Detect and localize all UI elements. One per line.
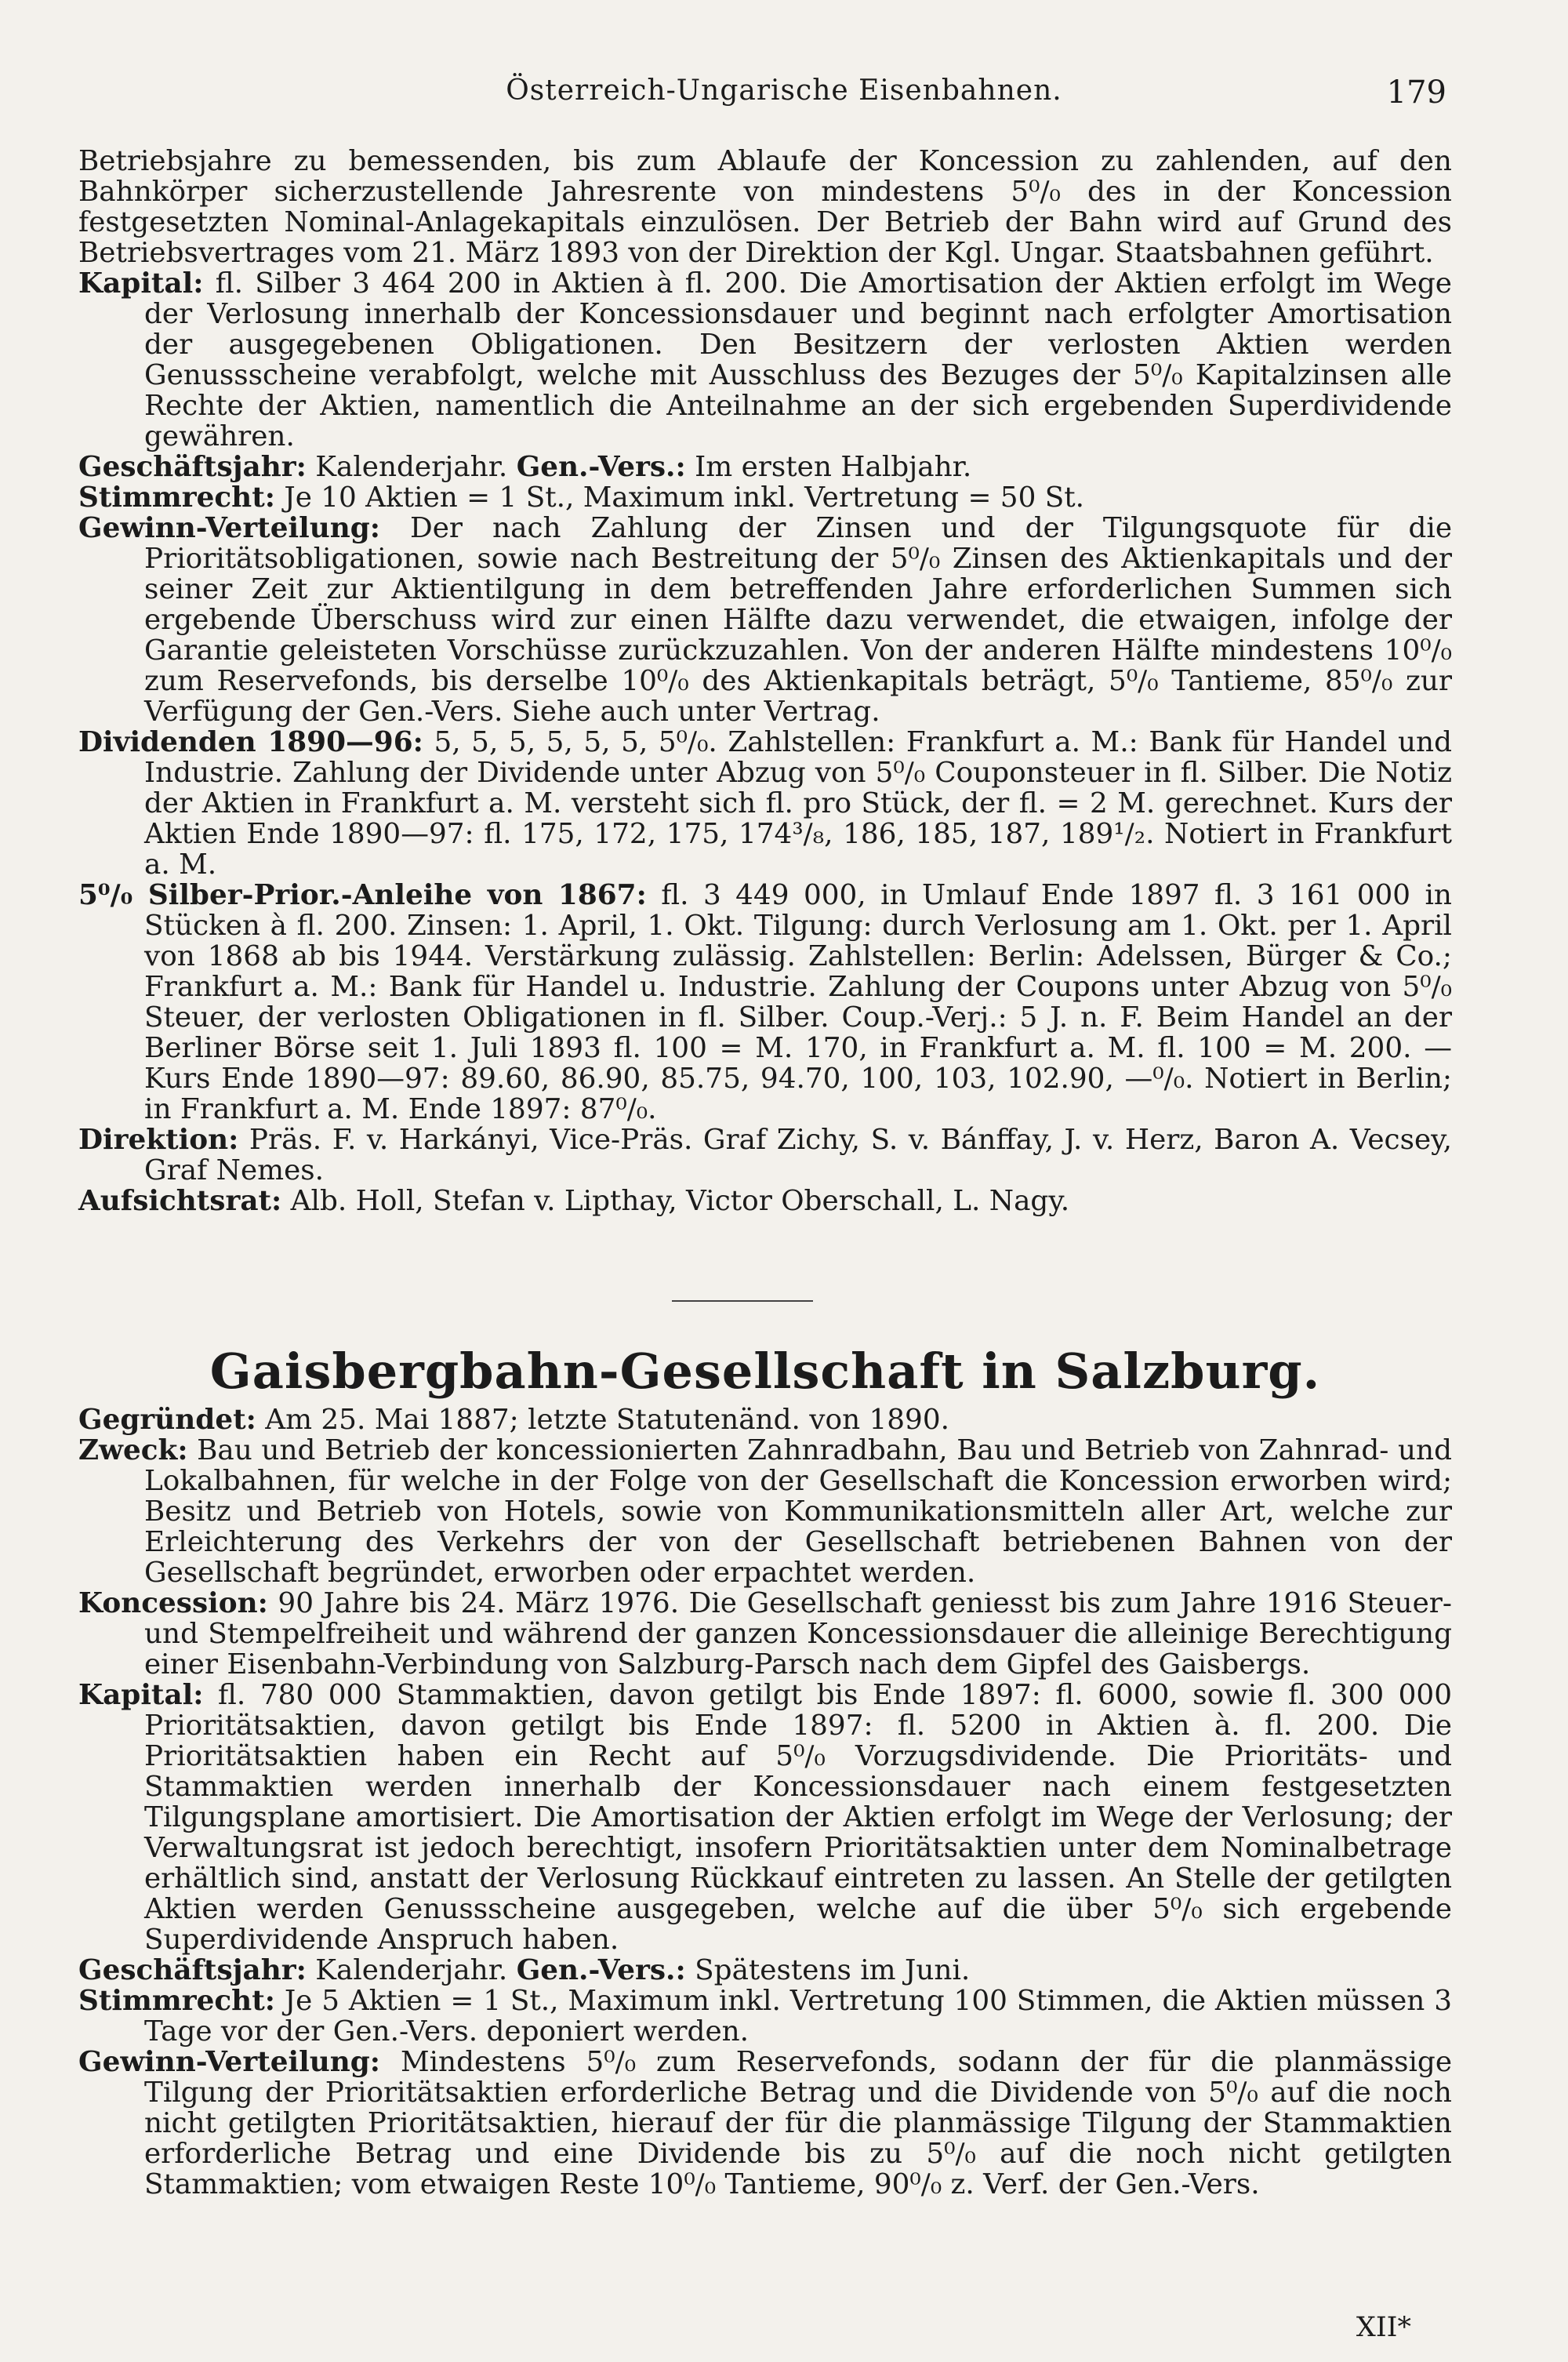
gewinn-verteilung2-text: Mindestens 5⁰/₀ zum Reservefonds, sodann der für die planmässige Tilgung der Prioritätsaktien erforderliche Betrag und die Dividende von 5⁰/₀ auf die noch nicht getilgten Prioritätsaktien, hierauf der für die planmässige Tilgung der Stammaktien erforderliche Betrag und eine Dividende bis zu 5⁰/₀ auf die noch nicht getilgten Stammaktien; vom etwaigen Reste 10⁰/₀ Tantieme, 90⁰/₀ z. Verf. der Gen.-Vers. xyxy=(144,2046,1453,2200)
zweck-text: Bau und Betrieb der koncessionierten Zahnradbahn, Bau und Betrieb von Zahnrad- und Lokalbahnen, für welche in der Folge von der Gesellschaft die Koncession erworben wird; Besitz und Betrieb von Hotels, sowie von Kommunikationsmitteln aller Art, welche zur Erleichterung des Verkehrs der von der Gesellschaft betriebenen Bahnen von der Gesellschaft begründet, erworben oder erpachtet werden. xyxy=(144,1434,1452,1589)
geschaeftsjahr-label: Geschäftsjahr: xyxy=(78,450,307,483)
kapital-text: fl. Silber 3 464 200 in Aktien à fl. 200. Die Amortisation der Aktien erfolgt im Wege der Verlosung innerhalb der Koncessionsdauer und beginnt nach erfolgter Amortisation der ausgegebenen Obligationen. Den Besitzern der verlosten Aktien werden Genussscheine verabfolgt, welche mit Ausschluss des Bezuges der 5⁰/₀ Kapitalzinsen alle Rechte der Aktien, namentlich die Anteilnahme an der sich ergebenden Superdividende gewähren. xyxy=(144,267,1452,452)
intro-paragraph: Betriebsjahre zu bemessenden, bis zum Ablaufe der Koncession zu zahlenden, auf den Bahnkörper sicherzustellende Jahresrente von mindestens 5⁰/₀ des in der Koncession festgesetzten Nominal-Anlagekapitals einzulösen. Der Betrieb der Bahn wird auf Grund des Betriebsvertrages vom 21. März 1893 von der Direktion der Kgl. Ungar. Staatsbahnen geführt. xyxy=(78,145,1452,269)
aufsichtsrat-label: Aufsichtsrat: xyxy=(78,1184,282,1217)
zweck-label: Zweck: xyxy=(78,1434,188,1466)
genvers2-text: Spätestens im Juni. xyxy=(695,1954,971,1986)
geschaeftsjahr2-text: Kalenderjahr. xyxy=(315,1954,508,1986)
section-divider xyxy=(672,1300,813,1302)
aufsichtsrat-text: Alb. Holl, Stefan v. Lipthay, Victor Oberschall, L. Nagy. xyxy=(290,1185,1070,1217)
kapital-entry xyxy=(78,268,1452,452)
company-title: Gaisbergbahn-Gesellschaft in Salzburg. xyxy=(209,1343,1321,1400)
direktion-entry xyxy=(78,1125,1452,1186)
direktion-label: Direktion: xyxy=(78,1123,239,1156)
page-number: 179 xyxy=(1386,74,1446,111)
geschaeftsjahr-text: Kalenderjahr. xyxy=(315,451,508,483)
kapital-label: Kapital: xyxy=(78,267,204,300)
gegruendet-entry xyxy=(78,1404,1452,1435)
stimmrecht-text: Je 10 Aktien = 1 St., Maximum inkl. Vertretung = 50 St. xyxy=(284,481,1085,514)
gewinn-verteilung-label: Gewinn-Verteilung: xyxy=(78,511,380,544)
kapital2-label: Kapital: xyxy=(78,1678,204,1711)
running-title: Österreich-Ungarische Eisenbahnen. xyxy=(506,74,1062,107)
koncession-entry xyxy=(78,1588,1452,1680)
page-header xyxy=(0,74,1568,122)
printer-signature: XII* xyxy=(1356,2312,1411,2343)
stimmrecht-entry xyxy=(78,482,1452,513)
geschaeftsjahr2-label: Geschäftsjahr: xyxy=(78,1953,307,1986)
gegruendet-text: Am 25. Mai 1887; letzte Statutenänd. von 1890. xyxy=(265,1404,949,1436)
anleihe-entry xyxy=(78,880,1452,1125)
aufsichtsrat-entry xyxy=(78,1186,1452,1216)
dividenden-text: 5, 5, 5, 5, 5, 5, 5⁰/₀. Zahlstellen: Frankfurt a. M.: Bank für Handel und Industrie. Zahlung der Dividende unter Abzug von 5⁰/₀ Couponsteuer in fl. Silber. Die Notiz der Aktien in Frankfurt a. M. versteht sich fl. pro Stück, der fl. = 2 M. gerechnet. Kurs der Aktien Ende 1890—97: fl. 175, 172, 175, 174³/₈, 186, 185, 187, 189¹/₂. Notiert in Frankfurt a. M. xyxy=(144,726,1452,881)
geschaeftsjahr-entry xyxy=(78,452,1452,482)
direktion-text: Präs. F. v. Harkányi, Vice-Präs. Graf Zichy, S. v. Bánffay, J. v. Herz, Baron A. Vecsey, Graf Nemes. xyxy=(144,1124,1452,1186)
stimmrecht-label: Stimmrecht: xyxy=(78,481,275,514)
stimmrecht2-entry xyxy=(78,1986,1452,2047)
genvers-label: Gen.-Vers.: xyxy=(516,450,686,483)
section-gaisbergbahn xyxy=(78,1343,1452,2200)
dividenden-entry xyxy=(78,727,1452,880)
anleihe-text: fl. 3 449 000, in Umlauf Ende 1897 fl. 3 161 000 in Stücken à fl. 200. Zinsen: 1. April, 1. Okt. Tilgung: durch Verlosung am 1. Okt. per 1. April von 1868 ab bis 1944. Verstärkung zulässig. Zahlstellen: Berlin: Adelssen, Bürger & Co.; Frankfurt a. M.: Bank für Handel u. Industrie. Zahlung der Coupons unter Abzug von 5⁰/₀ Steuer, der verlosten Obligationen in fl. Silber. Coup.-Verj.: 5 J. n. F. Beim Handel an der Berliner Börse seit 1. Juli 1893 fl. 100 = M. 170, in Frankfurt a. M. fl. 100 = M. 200. — Kurs Ende 1890—97: 89.60, 86.90, 85.75, 94.70, 100, 103, 102.90, —⁰/₀. Notiert in Berlin; in Frankfurt a. M. Ende 1897: 87⁰/₀. xyxy=(144,879,1452,1125)
gewinn-verteilung2-label: Gewinn-Verteilung: xyxy=(78,2045,380,2078)
geschaeftsjahr2-entry xyxy=(78,1955,1452,1986)
gewinn-verteilung-entry xyxy=(78,513,1452,727)
kapital2-text: fl. 780 000 Stammaktien, davon getilgt bis Ende 1897: fl. 6000, sowie fl. 300 000 Prioritätsaktien, davon getilgt bis Ende 1897: fl. 5200 in Aktien à. fl. 200. Die Prioritätsaktien haben ein Recht auf 5⁰/₀ Vorzugsdividende. Die Prioritäts- und Stammaktien werden innerhalb der Koncessionsdauer nach einem festgesetzten Tilgungsplane amortisiert. Die Amortisation der Aktien erfolgt im Wege der Verlosung; der Verwaltungsrat ist jedoch berechtigt, insofern Prioritätsaktien unter dem Nominalbetrage erhältlich sind, anstatt der Verlosung Rückkauf eintreten zu lassen. An Stelle der getilgten Aktien werden Genussscheine ausgegeben, welche auf die über 5⁰/₀ sich ergebende Superdividende Anspruch haben. xyxy=(144,1679,1452,1956)
dividenden-label: Dividenden 1890—96: xyxy=(78,725,423,758)
gewinn-verteilung-text: Der nach Zahlung der Zinsen und der Tilgungsquote für die Prioritätsobligationen, sowie nach Bestreitung der 5⁰/₀ Zinsen des Aktienkapitals und der seiner Zeit zur Aktientilgung in dem betreffenden Jahre erforderlichen Summen sich ergebende Überschuss wird zur einen Hälfte dazu verwendet, die etwaigen, infolge der Garantie geleisteten Vorschüsse zurückzuzahlen. Von der anderen Hälfte mindestens 10⁰/₀ zum Reservefonds, bis derselbe 10⁰/₀ des Aktienkapitals beträgt, 5⁰/₀ Tantieme, 85⁰/₀ zur Verfügung der Gen.-Vers. Siehe auch unter Vertrag. xyxy=(144,512,1453,728)
stimmrecht2-label: Stimmrecht: xyxy=(78,1984,275,2017)
gewinn-verteilung2-entry xyxy=(78,2047,1452,2200)
kapital2-entry xyxy=(78,1680,1452,1955)
genvers2-label: Gen.-Vers.: xyxy=(516,1953,686,1986)
anleihe-label: 5⁰/₀ Silber-Prior.-Anleihe von 1867: xyxy=(78,878,647,911)
gegruendet-label: Gegründet: xyxy=(78,1403,256,1436)
genvers-text: Im ersten Halbjahr. xyxy=(695,451,972,483)
koncession-text: 90 Jahre bis 24. März 1976. Die Gesellschaft geniesst bis zum Jahre 1916 Steuer- und Stempelfreiheit und während der ganzen Koncessionsdauer die alleinige Berechtigung einer Eisenbahn-Verbindung von Salzburg-Parsch nach dem Gipfel des Gaisbergs. xyxy=(144,1587,1452,1681)
stimmrecht2-text: Je 5 Aktien = 1 St., Maximum inkl. Vertretung 100 Stimmen, die Aktien müssen 3 Tage vor der Gen.-Vers. deponiert werden. xyxy=(144,1985,1452,2048)
koncession-label: Koncession: xyxy=(78,1586,268,1619)
zweck-entry xyxy=(78,1435,1452,1588)
section-oesterreich-ungarische-bahn xyxy=(78,146,1452,1216)
